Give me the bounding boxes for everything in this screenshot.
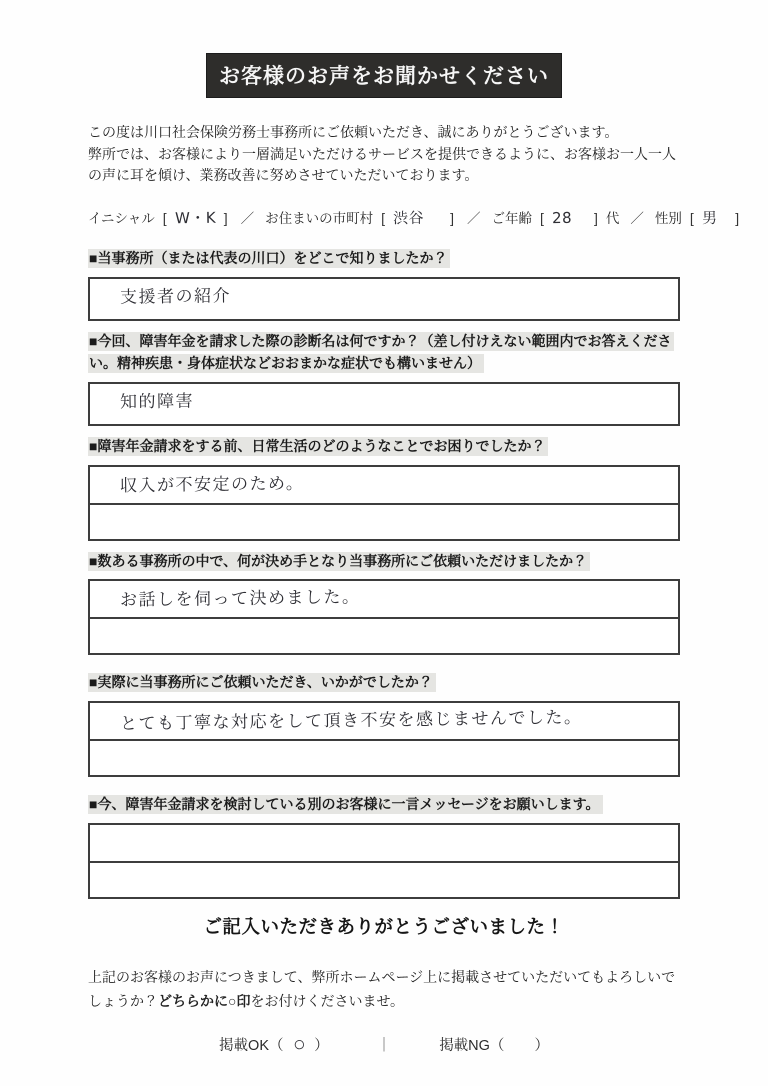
gender-label: 性別 xyxy=(654,211,682,226)
initial-value-handwritten: W・K xyxy=(174,208,216,228)
initial-label: イニシャル xyxy=(88,211,155,226)
answer-row xyxy=(90,279,678,319)
bracket-close: ] xyxy=(450,210,454,226)
bracket-open: [ xyxy=(539,210,544,226)
bracket-open: [ xyxy=(162,210,167,226)
question-4-label: ■数ある事務所の中で、何が決め手となり当事務所にご依頼いただけましたか？ xyxy=(88,550,680,573)
answer-row xyxy=(90,581,678,617)
publish-ng-option: 掲載NG（ ） xyxy=(439,1038,549,1055)
city-label: お住まいの市町村 xyxy=(265,211,374,226)
bracket-close: ] xyxy=(735,210,740,226)
handwritten-circle-mark: ○ xyxy=(291,1032,306,1057)
intro-line-2: 弊所では、お客様により一層満足いただけるサービスを提供できるように、お客様お一人一人の声に耳を傾け、業務改善に努めさせていただいております。 xyxy=(88,146,676,183)
question-2-label: ■今回、障害年金を請求した際の診断名は何ですか？（差し付けえない範囲内でお答えください。精神疾患・身体症状などおおまかな症状でも構いません） xyxy=(88,330,680,375)
bracket-open: [ xyxy=(689,210,694,226)
question-block-3 xyxy=(88,435,680,541)
question-5-label: ■実際に当事務所にご依頼いただき、いかがでしたか？ xyxy=(88,671,680,694)
bracket-open: [ xyxy=(381,210,386,226)
answer-box-3 xyxy=(88,465,680,541)
question-3-label: ■障害年金請求をする前、日常生活のどのようなことでお困りでしたか？ xyxy=(88,435,680,458)
answer-box-1 xyxy=(88,277,680,321)
answer-row xyxy=(90,467,678,503)
question-block-1 xyxy=(88,247,680,321)
question-1-label: ■当事務所（または代表の川口）をどこで知りましたか？ xyxy=(88,247,680,270)
handwritten-answer-5: とても丁寧な対応をして頂き不安を感じませんでした。 xyxy=(119,707,583,735)
answer-box-2 xyxy=(88,382,680,426)
form-title: お客様のお声をお聞かせください xyxy=(206,53,562,98)
answer-box-5 xyxy=(88,701,680,777)
city-value-handwritten: 渋谷 xyxy=(392,208,425,228)
question-block-6 xyxy=(88,793,680,899)
age-label: ご年齢 xyxy=(491,211,532,226)
separator-slash: ／ xyxy=(466,211,481,226)
bracket-close: ] xyxy=(223,210,228,226)
handwritten-answer-3: 収入が不安定のため。 xyxy=(119,473,305,496)
answer-row-empty xyxy=(90,861,678,897)
bracket-close: ] xyxy=(593,210,598,226)
question-block-4 xyxy=(88,550,680,656)
handwritten-answer-1: 支援者の紹介 xyxy=(119,285,232,308)
handwritten-answer-2: 知的障害 xyxy=(119,391,195,413)
question-block-5 xyxy=(88,671,680,777)
question-6-label: ■今、障害年金請求を検討している別のお客様に一言メッセージをお願いします。 xyxy=(88,793,680,816)
answer-row xyxy=(90,703,678,739)
profile-line xyxy=(88,207,740,228)
age-value-handwritten: 28 xyxy=(551,208,573,228)
separator-slash: ／ xyxy=(240,211,255,226)
handwritten-answer-4: お話しを伺って決めました。 xyxy=(119,587,361,612)
separator-slash: ／ xyxy=(630,211,644,226)
answer-row xyxy=(90,384,678,424)
publish-choice-line xyxy=(88,1034,680,1055)
answer-box-4 xyxy=(88,579,680,655)
intro-line-1: この度は川口社会保険労務士事務所にご依頼いただき、誠にありがとうございます。 xyxy=(88,124,619,140)
closing-thanks: ご記入いただきありがとうございました！ xyxy=(203,915,565,937)
answer-row-empty xyxy=(90,503,678,539)
intro-paragraph xyxy=(88,122,680,186)
gender-value-handwritten: 男 xyxy=(701,208,718,228)
answer-box-6 xyxy=(88,823,680,899)
question-block-2 xyxy=(88,330,680,426)
answer-row-empty xyxy=(90,617,678,653)
answer-row-empty xyxy=(90,825,678,861)
vertical-divider: ｜ xyxy=(376,1038,392,1055)
answer-row-empty xyxy=(90,739,678,775)
age-suffix: 代 xyxy=(605,211,620,226)
permission-bold: どちらかに○印 xyxy=(158,992,251,1009)
publish-ok-option: 掲載OK（ ○ ） xyxy=(219,1032,329,1057)
publish-permission-text: 上記のお客様のお声につきまして、弊所ホームページ上に掲載させていただいてもよろしいでしょうか？どちらかに○印をお付けくださいませ。 xyxy=(88,968,676,1009)
